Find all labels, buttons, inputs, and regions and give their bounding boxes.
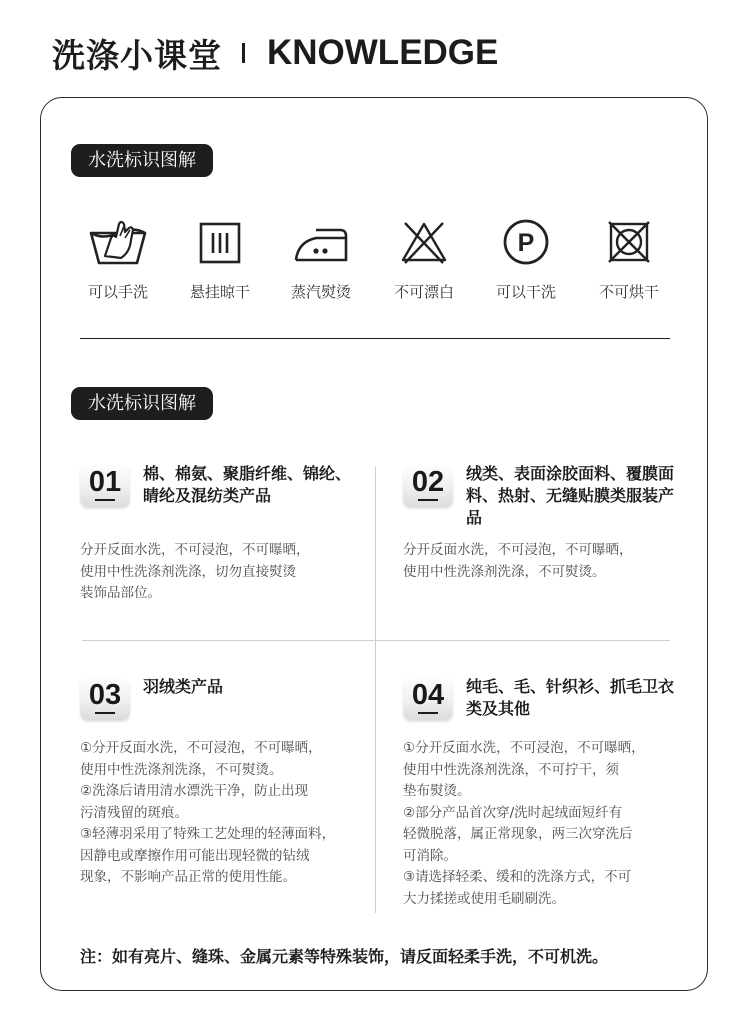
page-title: [52, 30, 498, 76]
hand-wash-icon: [87, 218, 149, 266]
dry-clean-p-icon: [495, 218, 557, 266]
item-description: ①分开反面水洗，不可浸泡，不可曝晒， 使用中性洗涤剂洗涤，不可拧干，须 垫布熨烫。 ②部分产品首次穿/洗时起绒面短纤有 轻微脱落，属正常现象，两三次穿洗后 可消除。 ③请选择轻柔、缓和的洗涤方式，不可 大力揉搓或使用毛刷刷洗。: [403, 740, 645, 907]
item-title: 羽绒类产品: [143, 677, 224, 696]
symbol-no-bleach: [374, 218, 474, 302]
line-dry-icon: [189, 218, 251, 266]
item-description: 分开反面水洗，不可浸泡，不可曝晒， 使用中性洗涤剂洗涤，不可熨烫。: [403, 542, 633, 580]
no-bleach-icon: [393, 218, 455, 266]
item-description: ①分开反面水洗，不可浸泡，不可曝晒， 使用中性洗涤剂洗涤，不可熨烫。 ②洗涤后请用清水漂洗干净，防止出现 污清残留的斑痕。 ③轻薄羽采用了特殊工艺处理的轻薄面料， 因静电或摩擦作用可能出现轻微的钻绒 现象，不影响产品正常的使用性能。: [80, 740, 336, 885]
symbol-line-dry: [170, 218, 270, 302]
svg-text:P: P: [517, 229, 535, 257]
symbol-label: 可以手洗: [87, 283, 148, 301]
page-title-cn: 洗涤小课堂: [52, 35, 222, 75]
symbol-label: 不可烘干: [598, 283, 659, 301]
section-label-materials: 水洗标识图解: [71, 387, 213, 420]
item-description: 分开反面水洗，不可浸泡，不可曝晒， 使用中性洗涤剂洗涤，切勿直接熨烫 装饰品部位。: [80, 542, 310, 601]
section-label-symbols: 水洗标识图解: [71, 144, 213, 177]
section-divider: [80, 338, 670, 339]
page-title-en: KNOWLEDGE: [267, 33, 499, 72]
item-title: 纯毛、毛、针织衫、抓毛卫衣类及其他: [466, 677, 675, 718]
grid-horizontal-divider: [82, 640, 670, 641]
title-separator: [242, 43, 245, 63]
symbol-hand-wash: [68, 218, 168, 302]
item-title: 棉、棉氨、聚脂纤维、锦纶、睛纶及混纺类产品: [143, 464, 352, 505]
symbol-label: 不可漂白: [393, 283, 454, 301]
grid-vertical-divider: [375, 466, 376, 913]
item-title: 绒类、表面涂胶面料、覆膜面料、热射、无缝贴膜类服装产品: [466, 464, 675, 527]
symbol-label: 蒸汽熨烫: [290, 283, 351, 301]
symbol-label: 可以干洗: [495, 283, 556, 301]
item-number-badge: 04: [403, 676, 453, 720]
steam-iron-icon: [290, 218, 352, 266]
special-care-note: 注：如有亮片、缝珠、金属元素等特殊装饰，请反面轻柔手洗，不可机洗。: [80, 947, 609, 966]
item-number-badge: 03: [80, 676, 130, 720]
item-number-badge: 01: [80, 463, 130, 507]
symbol-dry-clean: [476, 218, 576, 302]
symbol-no-tumble-dry: [579, 218, 679, 302]
symbol-steam-iron: [271, 218, 371, 302]
no-tumble-dry-icon: [598, 218, 660, 266]
symbol-label: 悬挂晾干: [189, 283, 250, 301]
item-number-badge: 02: [403, 463, 453, 507]
